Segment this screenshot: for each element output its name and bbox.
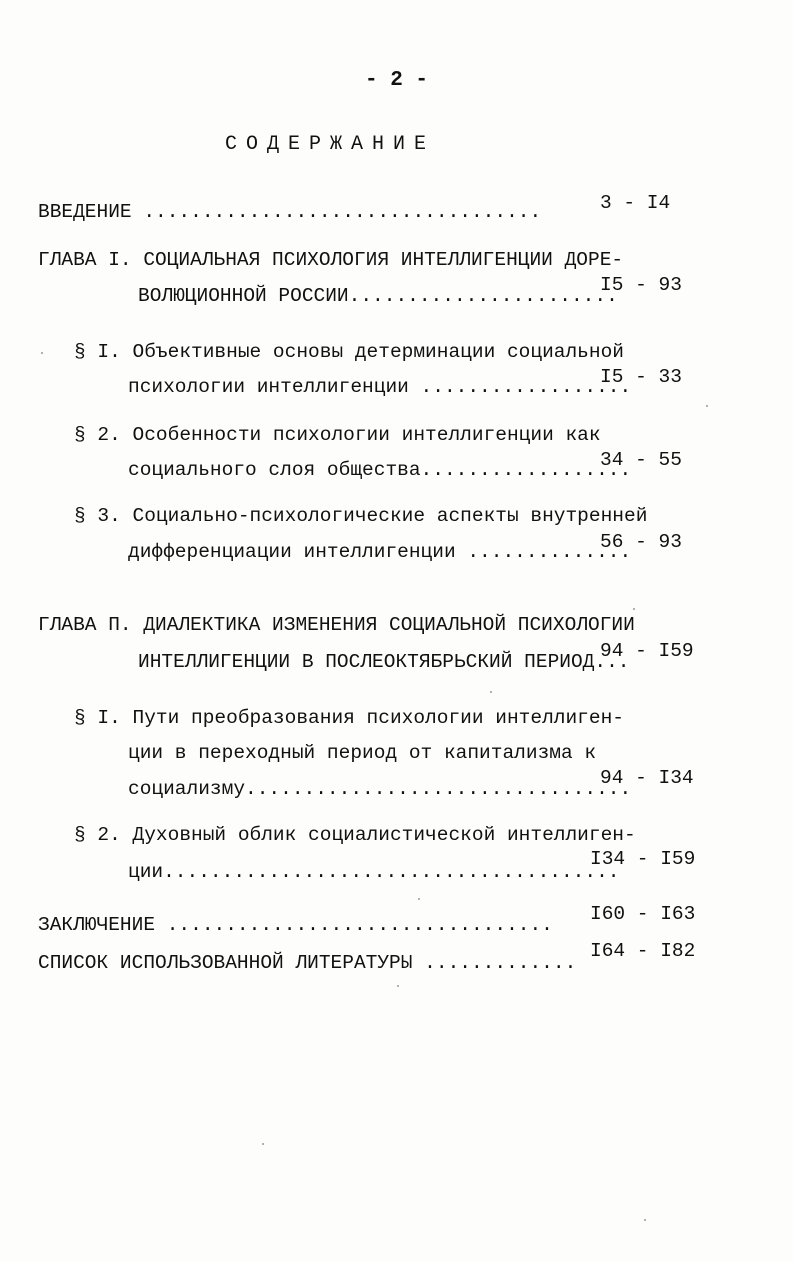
toc-chapter2-pages: 94 - I59 [600, 640, 694, 662]
toc-chapter1-line1: ГЛАВА I. СОЦИАЛЬНАЯ ПСИХОЛОГИЯ ИНТЕЛЛИГЕНЦИИ ДОРЕ- [38, 249, 624, 271]
toc-section-2-2-line1: § 2. Духовный облик социалистической интеллиген- [74, 824, 636, 846]
scan-speck [706, 405, 708, 407]
toc-conclusion-text: ЗАКЛЮЧЕНИЕ ................................. [38, 914, 553, 936]
toc-conclusion-pages: I60 - I63 [590, 903, 696, 925]
toc-section-2-1-line3: социализму................................. [128, 778, 632, 800]
contents-heading: СОДЕРЖАНИЕ [224, 133, 436, 156]
toc-intro-text: ВВЕДЕНИЕ .................................. [38, 201, 542, 223]
scan-speck [397, 985, 399, 987]
toc-section-2-1-line1: § I. Пути преобразования психологии интеллиген- [74, 707, 624, 729]
toc-section-1-2-line2: социального слоя общества.................. [128, 459, 632, 481]
toc-section-2-1-line2: ции в переходный период от капитализма к [128, 742, 597, 764]
toc-chapter1-pages: I5 - 93 [600, 274, 682, 296]
toc-references-text: СПИСОК ИСПОЛЬЗОВАННОЙ ЛИТЕРАТУРЫ ............. [38, 952, 577, 974]
toc-section-1-3-line1: § 3. Социально-психологические аспекты внутренней [74, 505, 648, 527]
toc-chapter2-line1: ГЛАВА П. ДИАЛЕКТИКА ИЗМЕНЕНИЯ СОЦИАЛЬНОЙ ПСИХОЛОГИИ [38, 614, 635, 636]
scan-speck [644, 1219, 646, 1221]
toc-section-1-1-line2: психологии интеллигенции .................. [128, 376, 632, 398]
scan-speck [633, 608, 635, 610]
scan-speck [418, 898, 420, 900]
toc-section-1-3-line2: дифференциации интеллигенции .............. [128, 541, 632, 563]
scan-speck [41, 352, 43, 354]
toc-section-2-1-pages: 94 - I34 [600, 767, 694, 789]
toc-section-1-2-pages: 34 - 55 [600, 449, 682, 471]
toc-intro-pages: 3 - I4 [600, 192, 671, 214]
toc-section-2-2-pages: I34 - I59 [590, 848, 696, 870]
page-number: - 2 - [364, 69, 428, 92]
scan-speck [262, 1143, 264, 1145]
toc-section-1-2-line1: § 2. Особенности психологии интеллигенции как [74, 424, 601, 446]
toc-section-1-1-line1: § I. Объективные основы детерминации социальной [74, 341, 624, 363]
toc-section-2-2-line2: ции....................................... [128, 861, 620, 883]
toc-chapter2-line2: ИНТЕЛЛИГЕНЦИИ В ПОСЛЕОКТЯБРЬСКИЙ ПЕРИОД... [138, 651, 630, 673]
toc-section-1-1-pages: I5 - 33 [600, 366, 682, 388]
toc-chapter1-line2: ВОЛЮЦИОННОЙ РОССИИ....................... [138, 285, 618, 307]
toc-references-pages: I64 - I82 [590, 940, 696, 962]
scan-speck [490, 691, 492, 693]
toc-section-1-3-pages: 56 - 93 [600, 531, 682, 553]
